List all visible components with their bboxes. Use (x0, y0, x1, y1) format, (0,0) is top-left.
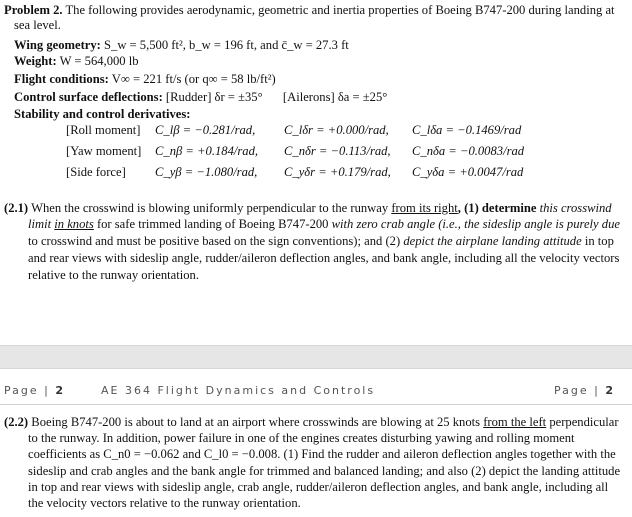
footer-course: AE 364 Flight Dynamics and Controls (101, 384, 376, 397)
part2-line-6: the velocity vectors relative to the runway orientation. (28, 496, 301, 511)
flight-value: V∞ = 221 ft/s (or q∞ = 58 lb/ft²) (111, 72, 276, 86)
part1-in-knots: in knots (54, 217, 94, 231)
deriv-yaw-aileron: C_nδa = −0.0083/rad (412, 144, 525, 158)
part1-line-1 (4, 200, 612, 216)
rudder-text: [Rudder] δr = ±35° (165, 90, 263, 104)
footer-page-label-right: Page | (554, 384, 600, 397)
deriv-side-aileron: C_yδa = +0.0047/rad (412, 165, 524, 179)
part2-line-5: in top and rear views with sideslip angle, crab angle, rudder/aileron deflection angles, and bank angle, including all (28, 479, 609, 494)
wing-values: S_w = 5,500 ft², b_w = 196 ft, and c̄_w = 27.3 ft (104, 38, 349, 52)
footer-page-label: Page | (4, 384, 50, 397)
deriv-yaw-rudder: C_nδr = −0.113/rad, (284, 144, 391, 158)
part1-limit: limit (28, 217, 52, 231)
intro-text: The following provides aerodynamic, geometric and inertia properties of Boeing B747-200 during landing at (65, 3, 615, 17)
footer-left (4, 384, 65, 397)
flight-conditions-line (14, 71, 276, 87)
deriv-roll-label: [Roll moment] (66, 123, 141, 137)
aileron-text: [Ailerons] δa = ±25° (282, 90, 388, 104)
part1-underline-right: from its right (391, 201, 458, 215)
part2-paragraph (4, 414, 628, 511)
part1-text-g: depict the airplane landing attitude (403, 234, 582, 248)
wing-label: Wing geometry: (14, 38, 101, 52)
part2-from-left: from the left (483, 415, 547, 429)
part2-text-b: perpendicular (549, 415, 619, 429)
part1-line-4: and rear views with sideslip angle, rudder/aileron deflection angles, and bank angle, including all the velocity vectors (28, 251, 620, 265)
deriv-yaw-label: [Yaw moment] (66, 144, 142, 158)
footer-right (554, 384, 615, 397)
part2-line-2: to the runway. In addition, power failure in one of the engines creates disturbing yawing and rolling moment (28, 431, 575, 446)
part1-number: (2.1) (4, 201, 29, 215)
part2-text-a: Boeing B747-200 is about to land at an airport where crosswinds are blowing at 25 knots (31, 415, 481, 429)
footer-page-number: 2 (55, 384, 65, 397)
part1-line-3 (28, 233, 614, 249)
part1-text-c: this crosswind (539, 201, 612, 215)
problem-heading: Problem 2. (4, 3, 63, 17)
part1-text-d: for safe trimmed landing of Boeing B747-200 (96, 217, 329, 231)
deriv-side-label: [Side force] (66, 165, 126, 179)
deriv-roll-aileron: C_lδa = −0.1469/rad (412, 123, 522, 137)
wing-geometry-line (14, 37, 349, 53)
deriv-yaw-beta: C_nβ = +0.184/rad, (155, 144, 259, 158)
footer-divider (0, 404, 632, 405)
flight-label: Flight conditions: (14, 72, 109, 86)
weight-line (14, 53, 139, 69)
deriv-roll-beta: C_lβ = −0.281/rad, (155, 123, 256, 137)
part1-text-f: to crosswind and must be positive based on the sign conventions); and (2) (28, 234, 401, 248)
part1-text-e: with zero crab angle (i.e., the sideslip angle is purely due (331, 217, 620, 231)
part2-number: (2.2) (4, 415, 29, 429)
part2-line-1 (4, 414, 628, 430)
part1-text-h: in top (584, 234, 614, 248)
stability-label: Stability and control derivatives: (14, 107, 191, 121)
part1-text-b: , (1) determine (457, 201, 537, 215)
footer-page-number-right: 2 (605, 384, 615, 397)
deriv-side-beta: C_yβ = −1.080/rad, (155, 165, 258, 179)
part2-line-3: coefficients as C_n0 = −0.062 and C_l0 = −0.008. (1) Find the rudder and aileron deflection angles together with the (28, 447, 616, 462)
deriv-side-rudder: C_yδr = +0.179/rad, (284, 165, 391, 179)
weight-value: W = 564,000 lb (59, 54, 139, 68)
part2-line-4: sideslip and crab angles and the bank angle for trimmed and balanced landing; and also (2) depict the landing attitude (28, 463, 621, 478)
deriv-roll-rudder: C_lδr = +0.000/rad, (284, 123, 389, 137)
intro-line-1 (4, 2, 615, 18)
weight-label: Weight: (14, 54, 57, 68)
part1-line-2 (28, 216, 620, 232)
control-label: Control surface deflections: (14, 90, 163, 104)
part1-line-5: relative to the runway orientation. (28, 268, 200, 282)
part1-text-a: When the crosswind is blowing uniformly perpendicular to the runway (31, 201, 389, 215)
intro-line-2: sea level. (14, 18, 61, 32)
control-deflections-line (14, 89, 387, 105)
page-break (0, 345, 632, 369)
